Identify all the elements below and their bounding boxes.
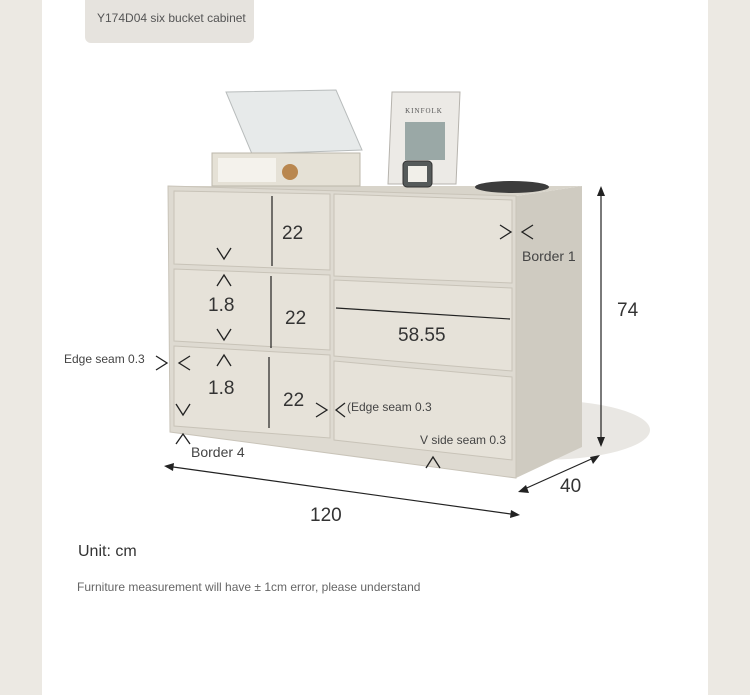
arrowhead — [518, 485, 529, 493]
model-tag-text: Y174D04 six bucket cabinet — [97, 11, 246, 25]
chevron-right-icon — [156, 356, 167, 370]
edge-seam-mid-label: (Edge seam 0.3 — [347, 400, 432, 414]
width-label: 120 — [310, 505, 342, 526]
measurement-note: Furniture measurement will have ± 1cm error, please understand — [77, 580, 421, 594]
unit-text: Unit: cm — [78, 543, 137, 560]
height-label: 74 — [617, 300, 639, 321]
gap-label-upper: 1.8 — [208, 295, 235, 316]
drawer-width-label: 58.55 — [398, 325, 446, 346]
drawer-left-1 — [174, 191, 330, 270]
arrowhead — [597, 186, 605, 196]
drawer-left-3 — [174, 346, 330, 438]
border-4-label: Border 4 — [191, 444, 245, 460]
drawer-right-1 — [334, 194, 512, 283]
record-player-lid — [226, 90, 362, 154]
width-dimension-line — [166, 466, 518, 515]
edge-seam-left-label: Edge seam 0.3 — [64, 352, 145, 366]
record-player-grille — [218, 158, 276, 182]
border-1-label: Border 1 — [522, 248, 576, 264]
tray — [475, 181, 549, 193]
drawer-height-label-1: 22 — [282, 223, 304, 244]
chevron-up-icon — [176, 434, 190, 444]
arrowhead — [164, 463, 174, 471]
drawer-left-2 — [174, 269, 330, 350]
record-player-knob-icon — [282, 164, 298, 180]
book-cover-photo — [405, 122, 445, 160]
drawer-height-label-2: 22 — [285, 308, 307, 329]
clock-face — [408, 166, 427, 182]
arrowhead — [510, 510, 520, 518]
v-side-seam-label: V side seam 0.3 — [420, 433, 507, 447]
book-title: KINFOLK — [405, 107, 443, 115]
depth-label: 40 — [560, 476, 582, 497]
gap-label-lower: 1.8 — [208, 378, 235, 399]
drawer-height-label-3: 22 — [283, 390, 305, 411]
